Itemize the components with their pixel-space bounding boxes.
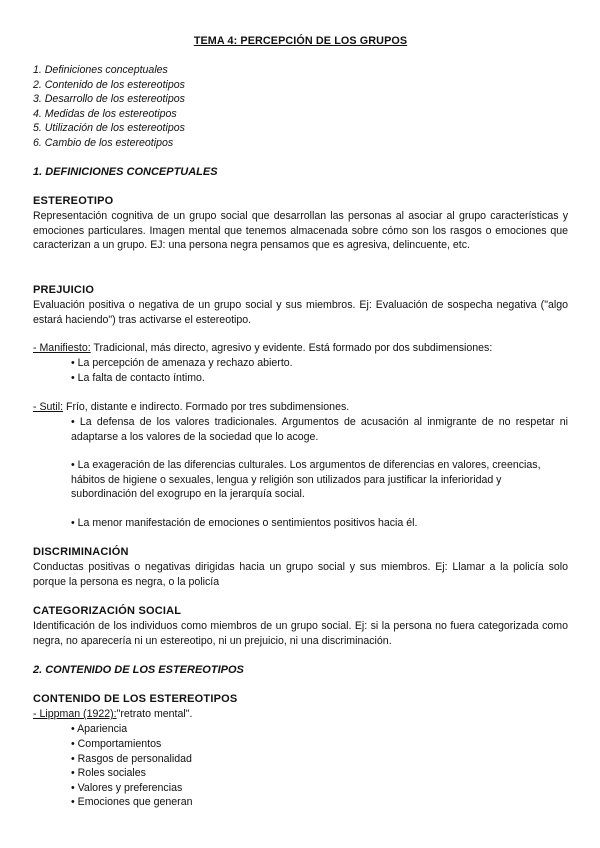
table-of-contents (33, 63, 185, 151)
toc-item: 1. Definiciones conceptuales (33, 64, 168, 76)
paragraph: Identificación de los individuos como miembros de un grupo social. Ej: si la persona no fuera categorizada como negra, no aparecería ni un estereotipo, ni un prejuicio, ni una discriminación. (33, 620, 568, 647)
list-item: • Apariencia (71, 723, 128, 735)
toc-item: 4. Medidas de los estereotipos (33, 107, 177, 120)
term-heading: ESTEREOTIPO (33, 195, 114, 207)
list-item: • Comportamientos (71, 738, 162, 750)
list-item: • La defensa de los valores tradicionales. Argumentos de acusación al inmigrante de no respetar ni adaptarse a los valores de la sociedad que lo acoge. (71, 416, 568, 443)
subtype-text: Frío, distante e indirecto. Formado por tres subdimensiones. (63, 401, 350, 413)
paragraph: Evaluación positiva o negativa de un grupo social y sus miembros. Ej: Evaluación de sospecha negativa ("algo estará haciendo") tras activarse el estereotipo. (33, 299, 568, 326)
subtype-label: - Sutil: (33, 401, 64, 413)
section-heading: 1. DEFINICIONES CONCEPTUALES (33, 166, 218, 178)
page-title: TEMA 4: PERCEPCIÓN DE LOS GRUPOS (193, 35, 408, 47)
term-heading: CATEGORIZACIÓN SOCIAL (33, 605, 182, 617)
toc-item: 6. Cambio de los estereotipos (33, 136, 174, 149)
list-item: • La falta de contacto íntimo. (71, 372, 205, 384)
list-item: • Valores y preferencias (71, 782, 183, 794)
toc-item: 5. Utilización de los estereotipos (33, 122, 185, 135)
list-item: • La percepción de amenaza y rechazo abierto. (71, 357, 293, 369)
list-item: • Rasgos de personalidad (71, 753, 192, 765)
list-item: • La exageración de las diferencias culturales. Los argumentos de diferencias en valores, creencias, hábitos de higiene o sexuales, lengua y religión son utilizados para justificar la inferioridad y subordinación del exogrupo en la jerarquía social. (71, 459, 541, 501)
author-label: - Lippman (1922): (33, 708, 117, 720)
term-heading: CONTENIDO DE LOS ESTEREOTIPOS (33, 693, 238, 705)
section-heading: 2. CONTENIDO DE LOS ESTEREOTIPOS (33, 664, 244, 676)
list-item: • La menor manifestación de emociones o sentimientos positivos hacia él. (71, 517, 418, 529)
list-item: • Emociones que generan (71, 796, 193, 808)
term-heading: DISCRIMINACIÓN (33, 546, 129, 558)
list-item: • Roles sociales (71, 767, 146, 779)
toc-item: 3. Desarrollo de los estereotipos (33, 93, 185, 106)
lippman-line (33, 707, 568, 722)
paragraph: Representación cognitiva de un grupo social que desarrollan las personas al asociar al grupo características y emociones particulares. Imagen mental que tenemos almacenada sobre cómo son los rasgos o emociones que caracterizan a un grupo. EJ: una persona negra pensamos que es agresiva, delincuente, etc. (33, 210, 568, 252)
subtype-sutil (33, 400, 568, 415)
subtype-label: - Manifiesto: (33, 342, 91, 354)
subtype-text: Tradicional, más directo, agresivo y evidente. Está formado por dos subdimensiones: (90, 342, 493, 354)
subtype-manifiesto (33, 341, 568, 356)
paragraph: Conductas positivas o negativas dirigidas hacia un grupo social y sus miembros. Ej: Llamar a la policía solo porque la persona es negra, o la policía (33, 561, 568, 588)
toc-item: 2. Contenido de los estereotipos (33, 78, 185, 91)
author-text: "retrato mental". (116, 708, 193, 720)
term-heading: PREJUICIO (33, 284, 95, 296)
